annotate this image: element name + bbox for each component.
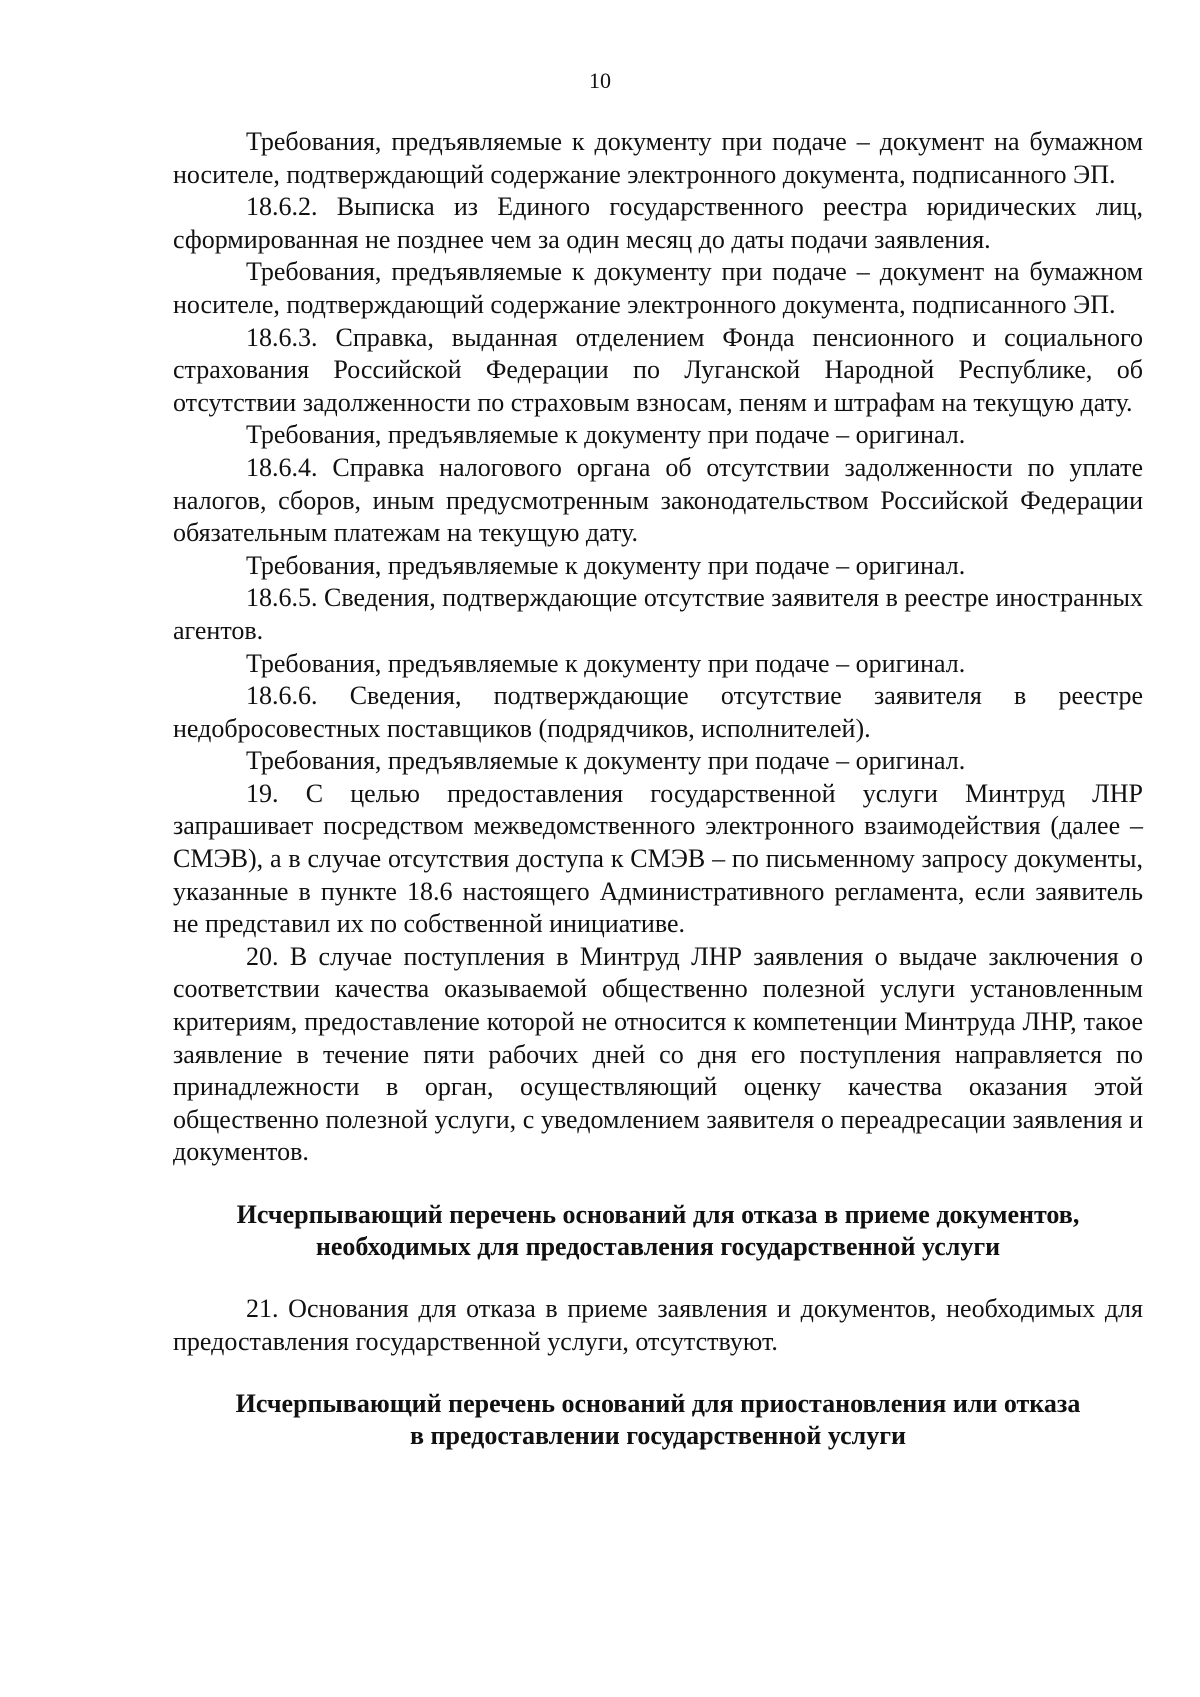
paragraph-20: 20. В случае поступления в Минтруд ЛНР заявления о выдаче заключения о соответствии качества оказываемой общественно полезной услуги установленным критериям, предоставление которой не относится к компетенции Минтруда ЛНР, такое заявление в течение пяти рабочих дней со дня его поступления направляется по принадлежности в орган, осуществляющий оценку качества оказания этой общественно полезной услуги, с уведомлением заявителя о переадресации заявления и документов. <box>173 941 1143 1167</box>
paragraph-19: 19. С целью предоставления государственной услуги Минтруд ЛНР запрашивает посредством межведомственного электронного взаимодействия (далее – СМЭВ), а в случае отсутствия доступа к СМЭВ – по письменному запросу документы, указанные в пункте 18.6 настоящего Административного регламента, если заявитель не представил их по собственной инициативе. <box>173 778 1143 939</box>
paragraph-18-6-3: 18.6.3. Справка, выданная отделением Фонда пенсионного и социального страхования Российской Федерации по Луганской Народной Республике, об отсутствии задолженности по страховым взносам, пеням и штрафам на текущую дату. <box>173 322 1143 417</box>
section-heading-line: Исчерпывающий перечень оснований для приостановления или отказа <box>235 1389 1081 1419</box>
section-heading-suspension-refusal <box>173 1388 1143 1452</box>
section-heading-line: в предоставлении государственной услуги <box>409 1421 906 1451</box>
section-heading-refusal-documents <box>173 1199 1143 1263</box>
paragraph-18-6-4: 18.6.4. Справка налогового органа об отсутствии задолженности по уплате налогов, сборов, иным предусмотренным законодательством Российской Федерации обязательным платежам на текущую дату. <box>173 452 1143 548</box>
page-number: 10 <box>589 68 611 93</box>
document-body <box>173 126 1143 1452</box>
paragraph-18-6-6: 18.6.6. Сведения, подтверждающие отсутствие заявителя в реестре недобросовестных поставщиков (подрядчиков, исполнителей). <box>173 681 1143 743</box>
paragraph-21: 21. Основания для отказа в приеме заявления и документов, необходимых для предоставления государственной услуги, отсутствуют. <box>173 1294 1143 1356</box>
paragraph-requirements-original-4: Требования, предъявляемые к документу при подаче – оригинал. <box>246 746 966 776</box>
paragraph-requirements-ep-2: Требования, предъявляемые к документу при подаче – документ на бумажном носителе, подтверждающий содержание электронного документа, подписанного ЭП. <box>173 257 1143 319</box>
paragraph-requirements-original-2: Требования, предъявляемые к документу при подаче – оригинал. <box>246 550 966 580</box>
paragraph-18-6-5: 18.6.5. Сведения, подтверждающие отсутствие заявителя в реестре иностранных агентов. <box>173 583 1143 645</box>
paragraph-requirements-original-1: Требования, предъявляемые к документу при подаче – оригинал. <box>246 420 966 450</box>
paragraph-18-6-2: 18.6.2. Выписка из Единого государственного реестра юридических лиц, сформированная не позднее чем за один месяц до даты подачи заявления. <box>173 192 1143 254</box>
paragraph-requirements-original-3: Требования, предъявляемые к документу при подаче – оригинал. <box>246 648 966 678</box>
section-heading-line: Исчерпывающий перечень оснований для отказа в приеме документов, <box>236 1200 1080 1229</box>
section-heading-line: необходимых для предоставления государственной услуги <box>315 1232 1001 1261</box>
paragraph-requirements-ep-1: Требования, предъявляемые к документу при подаче – документ на бумажном носителе, подтверждающий содержание электронного документа, подписанного ЭП. <box>173 127 1143 189</box>
